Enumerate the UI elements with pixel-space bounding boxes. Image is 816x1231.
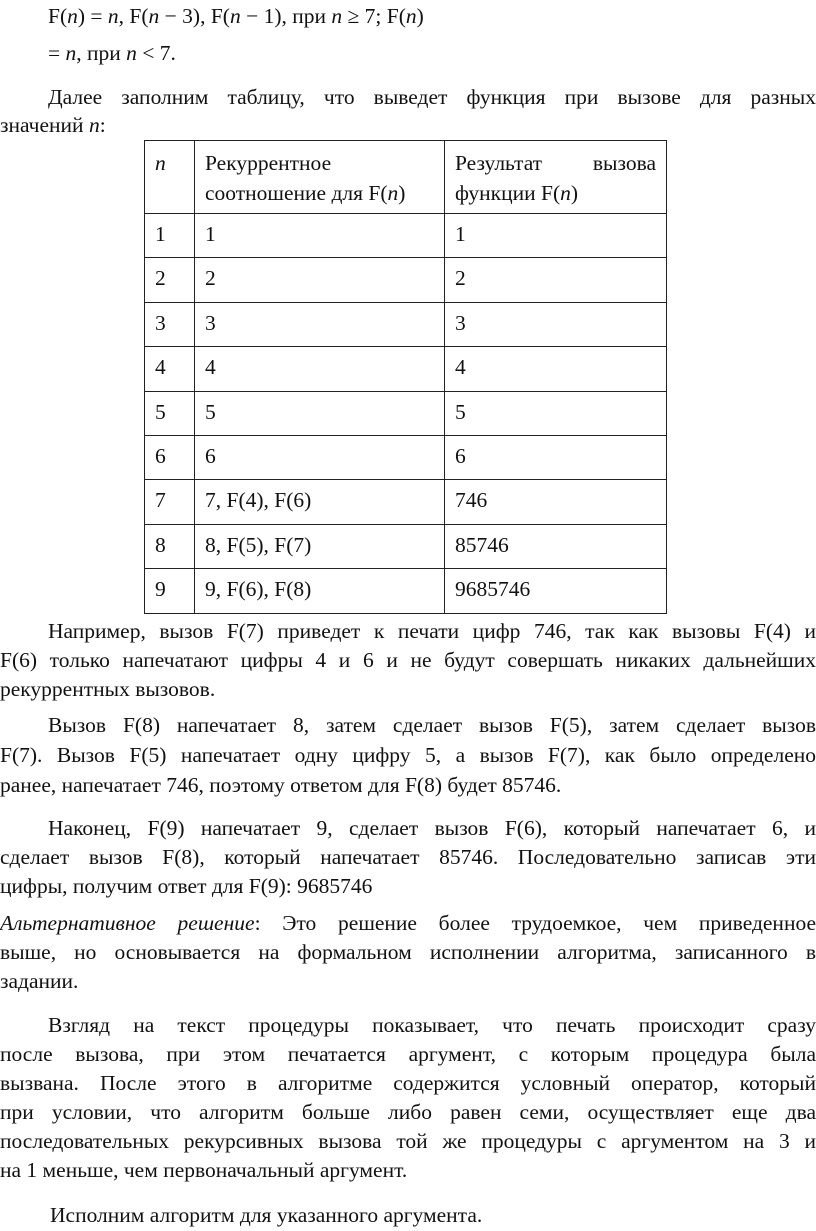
paragraph-5-line-1: Альтернативное решение: Это решение более трудоемкое, чем приведенное [0, 911, 816, 935]
table-header-row [145, 141, 667, 214]
paragraph-5-line-2: выше, но основывается на формальном исполнении алгоритма, записанного в [0, 940, 816, 964]
header-recurrence: Рекуррентное соотношение для F(n) [195, 141, 445, 214]
table-row: 6 6 6 [145, 435, 667, 479]
paragraph-4-line-3: цифры, получим ответ для F(9): 9685746 [0, 874, 373, 898]
table-row: 5 5 5 [145, 391, 667, 435]
paragraph-6-line-4: при условии, что алгоритм больше либо равен семи, осуществляет еще два [0, 1100, 816, 1124]
table-row: 3 3 3 [145, 302, 667, 346]
paragraph-1-line-2: значений n: [0, 113, 106, 137]
table-row: 1 1 1 [145, 214, 667, 258]
paragraph-6-line-2: после вызова, при этом печатается аргумент, с которым процедура была [0, 1042, 816, 1066]
table-row: 7 7, F(4), F(6) 746 [145, 480, 667, 524]
paragraph-4-line-1: Наконец, F(9) напечатает 9, сделает вызов F(6), который напечатает 6, и [48, 816, 816, 840]
header-n: n [145, 141, 195, 214]
paragraph-1-line-1: Далее заполним таблицу, что выведет функция при вызове для разных [48, 85, 816, 109]
paragraph-6-line-6: на 1 меньше, чем первоначальный аргумент. [0, 1158, 408, 1182]
table-row: 8 8, F(5), F(7) 85746 [145, 524, 667, 568]
paragraph-3-line-1: Вызов F(8) напечатает 8, затем сделает вызов F(5), затем сделает вызов [48, 713, 816, 737]
header-result: Результат вызова функции F(n) [445, 141, 667, 214]
table-row: 9 9, F(6), F(8) 9685746 [145, 569, 667, 613]
paragraph-5-line-3: задании. [0, 969, 79, 993]
paragraph-7: Исполним алгоритм для указанного аргумента. [50, 1203, 483, 1227]
paragraph-6-line-3: вызвана. После этого в алгоритме содержится условный оператор, который [0, 1071, 816, 1095]
results-table [144, 140, 667, 614]
formula-line-1: F(n) = n, F(n − 3), F(n − 1), при n ≥ 7; F(n) [48, 4, 424, 28]
table-row: 2 2 2 [145, 258, 667, 302]
paragraph-6-line-1: Взгляд на текст процедуры показывает, что печать происходит сразу [48, 1013, 816, 1037]
paragraph-6-line-5: последовательных рекурсивных вызова той же процедуры с аргументом на 3 и [0, 1129, 816, 1153]
paragraph-2-line-2: F(6) только напечатают цифры 4 и 6 и не будут совершать никаких дальнейших [0, 648, 816, 672]
paragraph-4-line-2: сделает вызов F(8), который напечатает 85746. Последовательно записав эти [0, 845, 816, 869]
paragraph-3-line-2: F(7). Вызов F(5) напечатает одну цифру 5, а вызов F(7), как было определено [0, 743, 816, 767]
paragraph-2-line-1: Например, вызов F(7) приведет к печати цифр 746, так как вызовы F(4) и [48, 619, 816, 643]
formula-line-2: = n, при n < 7. [48, 41, 176, 65]
paragraph-3-line-3: ранее, напечатает 746, поэтому ответом для F(8) будет 85746. [0, 773, 562, 797]
paragraph-2-line-3: рекуррентных вызовов. [0, 677, 216, 701]
table-row: 4 4 4 [145, 347, 667, 391]
